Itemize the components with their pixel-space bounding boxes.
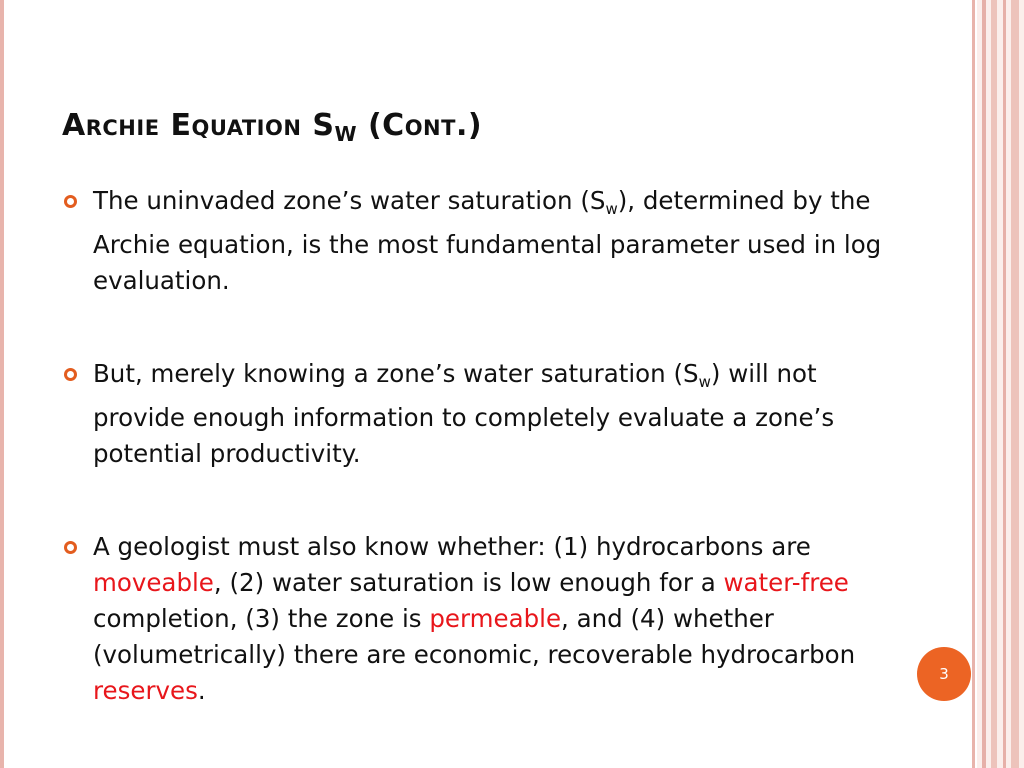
title-tail: (Cont.) <box>357 108 483 143</box>
bullet-list <box>64 183 884 766</box>
bullet-item <box>64 356 884 472</box>
bullet-text: ) will not provide enough information to completely evaluate a zone’s potential productivity. <box>93 359 835 468</box>
page-number: 3 <box>939 665 949 683</box>
circle-bullet-icon <box>64 368 77 381</box>
subscript: w <box>698 373 711 391</box>
highlight-water-free: water-free <box>723 568 849 597</box>
subscript: w <box>605 200 618 218</box>
bullet-text: . <box>197 676 206 705</box>
bullet-item <box>64 183 884 299</box>
bullet-text: completion, (3) the zone is <box>93 604 430 633</box>
stripe <box>1003 0 1006 768</box>
bullet-text: But, merely knowing a zone’s water saturation (S <box>93 359 699 388</box>
bullet-item <box>64 529 884 709</box>
bullet-text: The uninvaded zone’s water saturation (S <box>93 186 606 215</box>
title-subscript: W <box>334 122 358 146</box>
bullet-text: ), determined by the Archie equation, is the most fundamental parameter used in log evaluation. <box>93 186 882 295</box>
title-main: Archie Equation S <box>62 108 335 143</box>
bullet-text: , and (4) whether (volumetrically) there are economic, recoverable hydrocarbon <box>93 604 856 669</box>
highlight-reserves: reserves <box>93 676 198 705</box>
decorative-stripes <box>977 0 1024 768</box>
stripe <box>1011 0 1019 768</box>
highlight-moveable: moveable <box>93 568 214 597</box>
circle-bullet-icon <box>64 541 77 554</box>
stripe <box>991 0 997 768</box>
circle-bullet-icon <box>64 195 77 208</box>
stripe <box>982 0 986 768</box>
bullet-text: A geologist must also know whether: (1) hydrocarbons are <box>93 532 811 561</box>
bullet-text: , (2) water saturation is low enough for a <box>213 568 724 597</box>
slide-title <box>62 108 482 146</box>
page-number-badge <box>917 647 971 701</box>
highlight-permeable: permeable <box>429 604 562 633</box>
